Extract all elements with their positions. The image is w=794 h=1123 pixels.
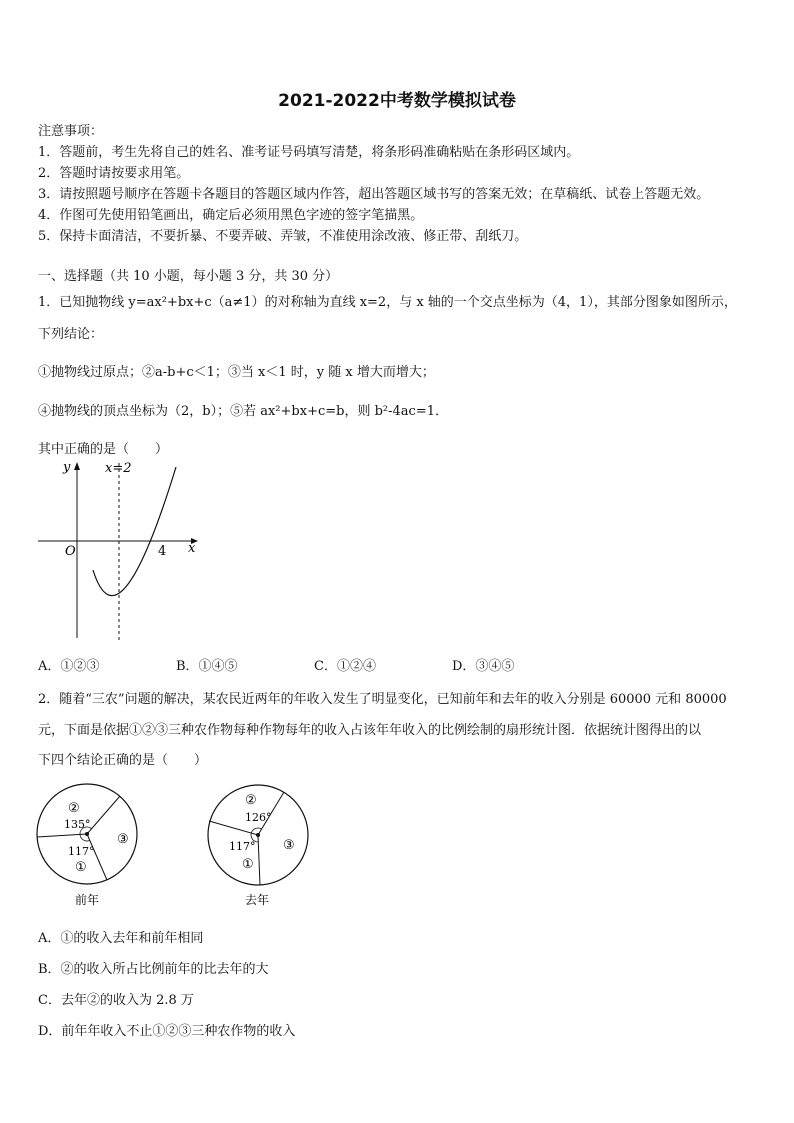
q1-option-c[interactable]: C．①②④ <box>314 659 376 674</box>
page-title: 2021-2022中考数学模拟试卷 <box>278 91 516 111</box>
pie-caption-last: 去年 <box>245 893 270 907</box>
notice-item-4: 4．作图可先使用铅笔画出，确定后必须用黑色字迹的签字笔描黑。 <box>38 208 424 223</box>
parabola-graph <box>30 455 210 645</box>
y-axis-arrow <box>74 462 80 470</box>
q1-conclusions-line-1: ①抛物线过原点；②a-b+c＜1；③当 x＜1 时，y 随 x 增大而增大； <box>38 365 435 380</box>
origin-label: O <box>65 544 76 559</box>
notice-item-1: 1．答题前，考生先将自己的姓名、准考证号码填写清楚，将条形码准确粘贴在条形码区域内。 <box>38 145 580 160</box>
notice-item-2: 2．答题时请按要求用笔。 <box>38 166 190 181</box>
pie-angle-2: 126° <box>245 811 272 824</box>
pie-divider-left <box>37 834 87 837</box>
pie-divider-top <box>87 796 120 834</box>
pie-label-2: ② <box>68 801 80 816</box>
q2-stem-line-2: 元，下面是依据①②③三种农作物每种作物每年的收入占该年年收入的比例绘制的扇形统计图．依据统计图得出的以 <box>38 723 702 738</box>
pie-divider-bottom <box>258 835 260 885</box>
q1-stem-line-1: 1．已知抛物线 y=ax²+bx+c（a≠1）的对称轴为直线 x=2，与 x 轴的一个交点坐标为（4，1），其部分图象如图所示， <box>38 295 737 310</box>
pie-chart-last-year <box>202 780 322 910</box>
root-label: 4 <box>158 544 167 559</box>
pie-angle-1: 117° <box>68 845 95 858</box>
section-heading: 一、选择题（共 10 小题，每小题 3 分，共 30 分） <box>38 269 339 284</box>
q1-option-a[interactable]: A．①②③ <box>38 659 100 674</box>
q1-stem-line-2: 下列结论： <box>38 327 104 342</box>
pie-angle-2: 135° <box>64 818 91 831</box>
notice-item-5: 5．保持卡面清洁，不要折暴、不要弄破、弄皱，不准使用涂改液、修正带、刮纸刀。 <box>38 229 528 244</box>
q1-option-b[interactable]: B．①④⑤ <box>176 659 238 674</box>
q2-stem-line-1: 2．随着“三农”问题的解决，某农民近两年的年收入发生了明显变化，已知前年和去年的收入分别是 60000 元和 80000 <box>38 692 727 707</box>
y-axis-label: y <box>63 460 71 475</box>
pie-center-dot <box>85 832 89 836</box>
q2-option-c[interactable]: C．去年②的收入为 2.8 万 <box>38 993 194 1008</box>
q2-option-b[interactable]: B．②的收入所占比例前年的比去年的大 <box>38 962 269 977</box>
pie-label-3: ③ <box>117 832 129 847</box>
notice-item-3: 3．请按照题号顺序在答题卡各题目的答题区域内作答，超出答题区域书写的答案无效；在草稿纸、试卷上答题无效。 <box>38 187 710 202</box>
pie-center-dot <box>256 833 260 837</box>
q1-ask: 其中正确的是（ ） <box>38 442 169 457</box>
q1-option-d[interactable]: D．③④⑤ <box>452 659 515 674</box>
pie-angle-1: 117° <box>229 840 256 853</box>
pie-chart-prev-year <box>30 780 150 910</box>
pie-label-2: ② <box>245 793 257 808</box>
q2-stem-line-3: 下四个结论正确的是（ ） <box>38 753 208 768</box>
notice-heading: 注意事项： <box>38 124 104 139</box>
pie-label-1: ① <box>242 857 254 872</box>
parabola-curve <box>93 467 176 596</box>
q1-conclusions-line-2: ④抛物线的顶点坐标为（2，b）；⑤若 ax²+bx+c=b，则 b²-4ac=1． <box>38 404 448 419</box>
pie-label-1: ① <box>75 860 87 875</box>
x-axis-label: x <box>188 541 196 556</box>
q2-option-d[interactable]: D．前年年收入不止①②③三种农作物的收入 <box>38 1024 296 1039</box>
pie-label-3: ③ <box>283 838 295 853</box>
symmetry-axis-label: x=2 <box>105 461 132 476</box>
q2-option-a[interactable]: A．①的收入去年和前年相同 <box>38 931 204 946</box>
pie-caption-prev: 前年 <box>75 893 100 907</box>
